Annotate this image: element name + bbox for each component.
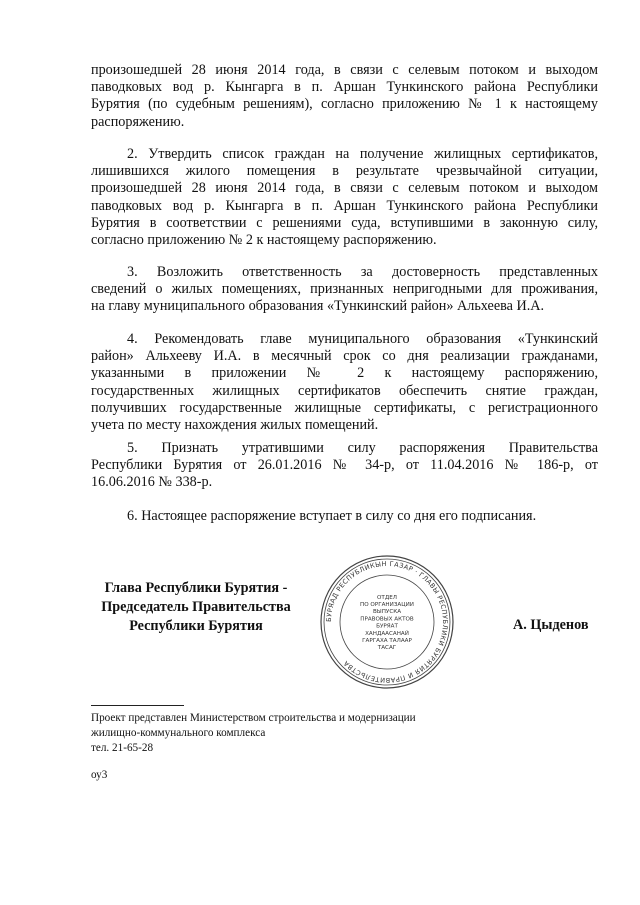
text-line: 3. Возложить ответственность за достоверность представленных — [127, 264, 598, 280]
text-line: сведений о жилых помещениях, признанных непригодными для проживания, — [91, 281, 598, 298]
text-line: произошедшей 28 июня 2014 года, в связи с селевым потоком и выходом — [91, 180, 598, 197]
text-line: паводковых вод р. Кынгарга в п. Аршан Тункинского района Республики — [91, 79, 598, 96]
text-line: 6. Настоящее распоряжение вступает в силу со дня его подписания. — [127, 508, 537, 524]
text-line: получивших государственные жилищные сертификаты, с регистрационного — [91, 399, 598, 416]
document-code: оу3 — [91, 769, 108, 781]
paragraph-p5 — [91, 440, 598, 492]
text-line: Республики Бурятия от 26.01.2016 № 34-р, от 11.04.2016 № 186-р, от — [91, 457, 598, 474]
text-line: на главу муниципального образования «Тункинский район» Альхеева И.А. — [91, 298, 545, 315]
stamp-inner-line: ТАСАГ — [377, 645, 397, 652]
text-line: лишившихся жилого помещения в результате чрезвычайной ситуации, — [91, 163, 598, 180]
paragraph-p3 — [91, 264, 598, 316]
paragraph-p4 — [91, 331, 598, 434]
text-line: 4. Рекомендовать главе муниципального образования «Тункинский — [127, 331, 598, 347]
signatory-title-line: Республики Бурятия — [129, 618, 263, 634]
footnote — [91, 711, 416, 756]
text-line: 5. Признать утратившими силу распоряжения Правительства — [127, 440, 598, 456]
text-line: распоряжению. — [91, 113, 185, 130]
text-line: согласно приложению № 2 к настоящему распоряжению. — [91, 232, 437, 249]
text-line: 16.06.2016 № 338-р. — [91, 474, 213, 491]
stamp-inner-line: ПРАВОВЫХ АКТОВ — [360, 616, 414, 623]
text-line: Бурятия (по судебным решениям), согласно приложению № 1 к настоящему — [91, 96, 598, 113]
footnote-divider — [91, 705, 184, 706]
stamp-inner-line: ПО ОРГАНИЗАЦИИ — [360, 602, 414, 608]
signatory-title-line: Председатель Правительства — [101, 599, 291, 615]
paragraph-p1-continued — [91, 62, 598, 131]
footnote-line: тел. 21-65-28 — [91, 742, 154, 754]
text-line: учета по месту нахождения жилых помещений. — [91, 417, 379, 434]
signatory-title-line: Глава Республики Бурятия - — [104, 580, 288, 596]
text-line: указанными в приложении № 2 к настоящему распоряжению, — [91, 365, 598, 382]
footnote-line: жилищно-коммунального комплекса — [91, 727, 266, 739]
stamp-inner-line: ХАНДААСАНАЙ — [365, 630, 409, 637]
text-line: произошедшей 28 июня 2014 года, в связи с селевым потоком и выходом — [91, 62, 598, 78]
paragraph-p6 — [91, 508, 598, 525]
text-line: государственных жилищных сертификатов обеспечить снятие граждан, — [91, 382, 598, 399]
footnote-line: Проект представлен Министерством строительства и модернизации — [91, 712, 416, 724]
stamp-inner-line: ВЫПУСКА — [372, 609, 402, 616]
paragraph-p2 — [91, 146, 598, 249]
text-line: 2. Утвердить список граждан на получение жилищных сертификатов, — [127, 146, 598, 162]
text-line: район» Альхееву И.А. в месячный срок со дня реализации гражданами, — [91, 348, 598, 365]
stamp-inner-line: ОТДЕЛ — [377, 594, 397, 601]
stamp-inner-line: БУРЯАТ — [376, 623, 398, 630]
text-line: паводковых вод р. Кынгарга в п. Аршан Тункинского района Республики — [91, 197, 598, 214]
signatory-name: А. Цыденов — [513, 617, 589, 633]
signatory-title — [91, 579, 301, 636]
stamp-outer-text: БУРЯАД РЕСПУБЛИКЫН ГАЗАР · ГЛАВЫ РЕСПУБЛИКИ БУРЯТИЯ И ПРАВИТЕЛЬСТВА — [324, 559, 450, 685]
text-line: Бурятия в соответствии с решениями суда, вступившими в законную силу, — [91, 214, 598, 231]
stamp-inner-line: ГАРГАХА ТАЛААР — [362, 638, 412, 644]
official-seal-stamp — [319, 554, 455, 690]
